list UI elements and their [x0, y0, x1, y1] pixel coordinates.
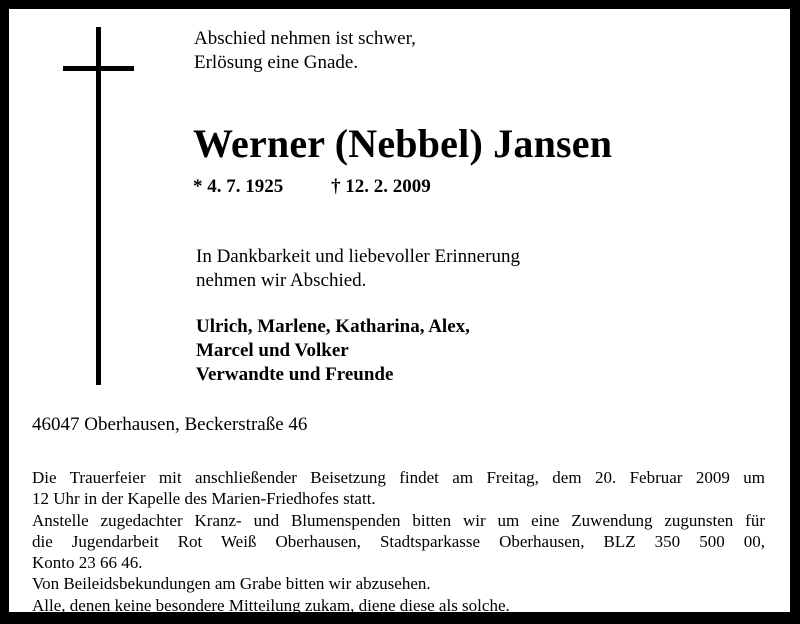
cross-icon-bar: [63, 66, 134, 71]
details-line: Von Beileidsbekundungen am Grabe bitten wir abzusehen.: [32, 574, 431, 594]
details-line: Anstelle zugedachter Kranz- und Blumenspenden bitten wir um eine Zuwendung zugunsten für: [32, 510, 765, 530]
details-line: die Jugendarbeit Rot Weiß Oberhausen, Stadtsparkasse Oberhausen, BLZ 350 500 00,: [32, 531, 765, 551]
details-line: Alle, denen keine besondere Mitteilung zukam, diene diese als solche.: [32, 595, 510, 615]
mourners-line: Verwandte und Freunde: [196, 364, 394, 385]
mourners-line: Marcel und Volker: [196, 340, 349, 361]
farewell-line: In Dankbarkeit und liebevoller Erinnerung: [196, 246, 520, 267]
details-line: 12 Uhr in der Kapelle des Marien-Friedhofes statt.: [32, 489, 376, 509]
motto-line: Abschied nehmen ist schwer,: [194, 28, 416, 49]
mourners-list: [196, 315, 470, 387]
mourners-line: Ulrich, Marlene, Katharina, Alex,: [196, 316, 470, 337]
address: 46047 Oberhausen, Beckerstraße 46: [32, 414, 308, 435]
deceased-name: Werner (Nebbel) Jansen: [193, 121, 613, 166]
birth-date: * 4. 7. 1925: [193, 176, 284, 197]
motto-line: Erlösung eine Gnade.: [194, 52, 359, 73]
funeral-details: [32, 467, 765, 616]
details-line: Die Trauerfeier mit anschließender Beisetzung findet am Freitag, dem 20. Februar 2009 um: [32, 468, 765, 487]
death-date: † 12. 2. 2009: [331, 176, 431, 197]
farewell-line: nehmen wir Abschied.: [196, 270, 367, 291]
farewell-text: [196, 245, 520, 293]
motto: [194, 27, 416, 75]
cross-icon: [96, 27, 101, 385]
details-line: Konto 23 66 46.: [32, 553, 143, 573]
